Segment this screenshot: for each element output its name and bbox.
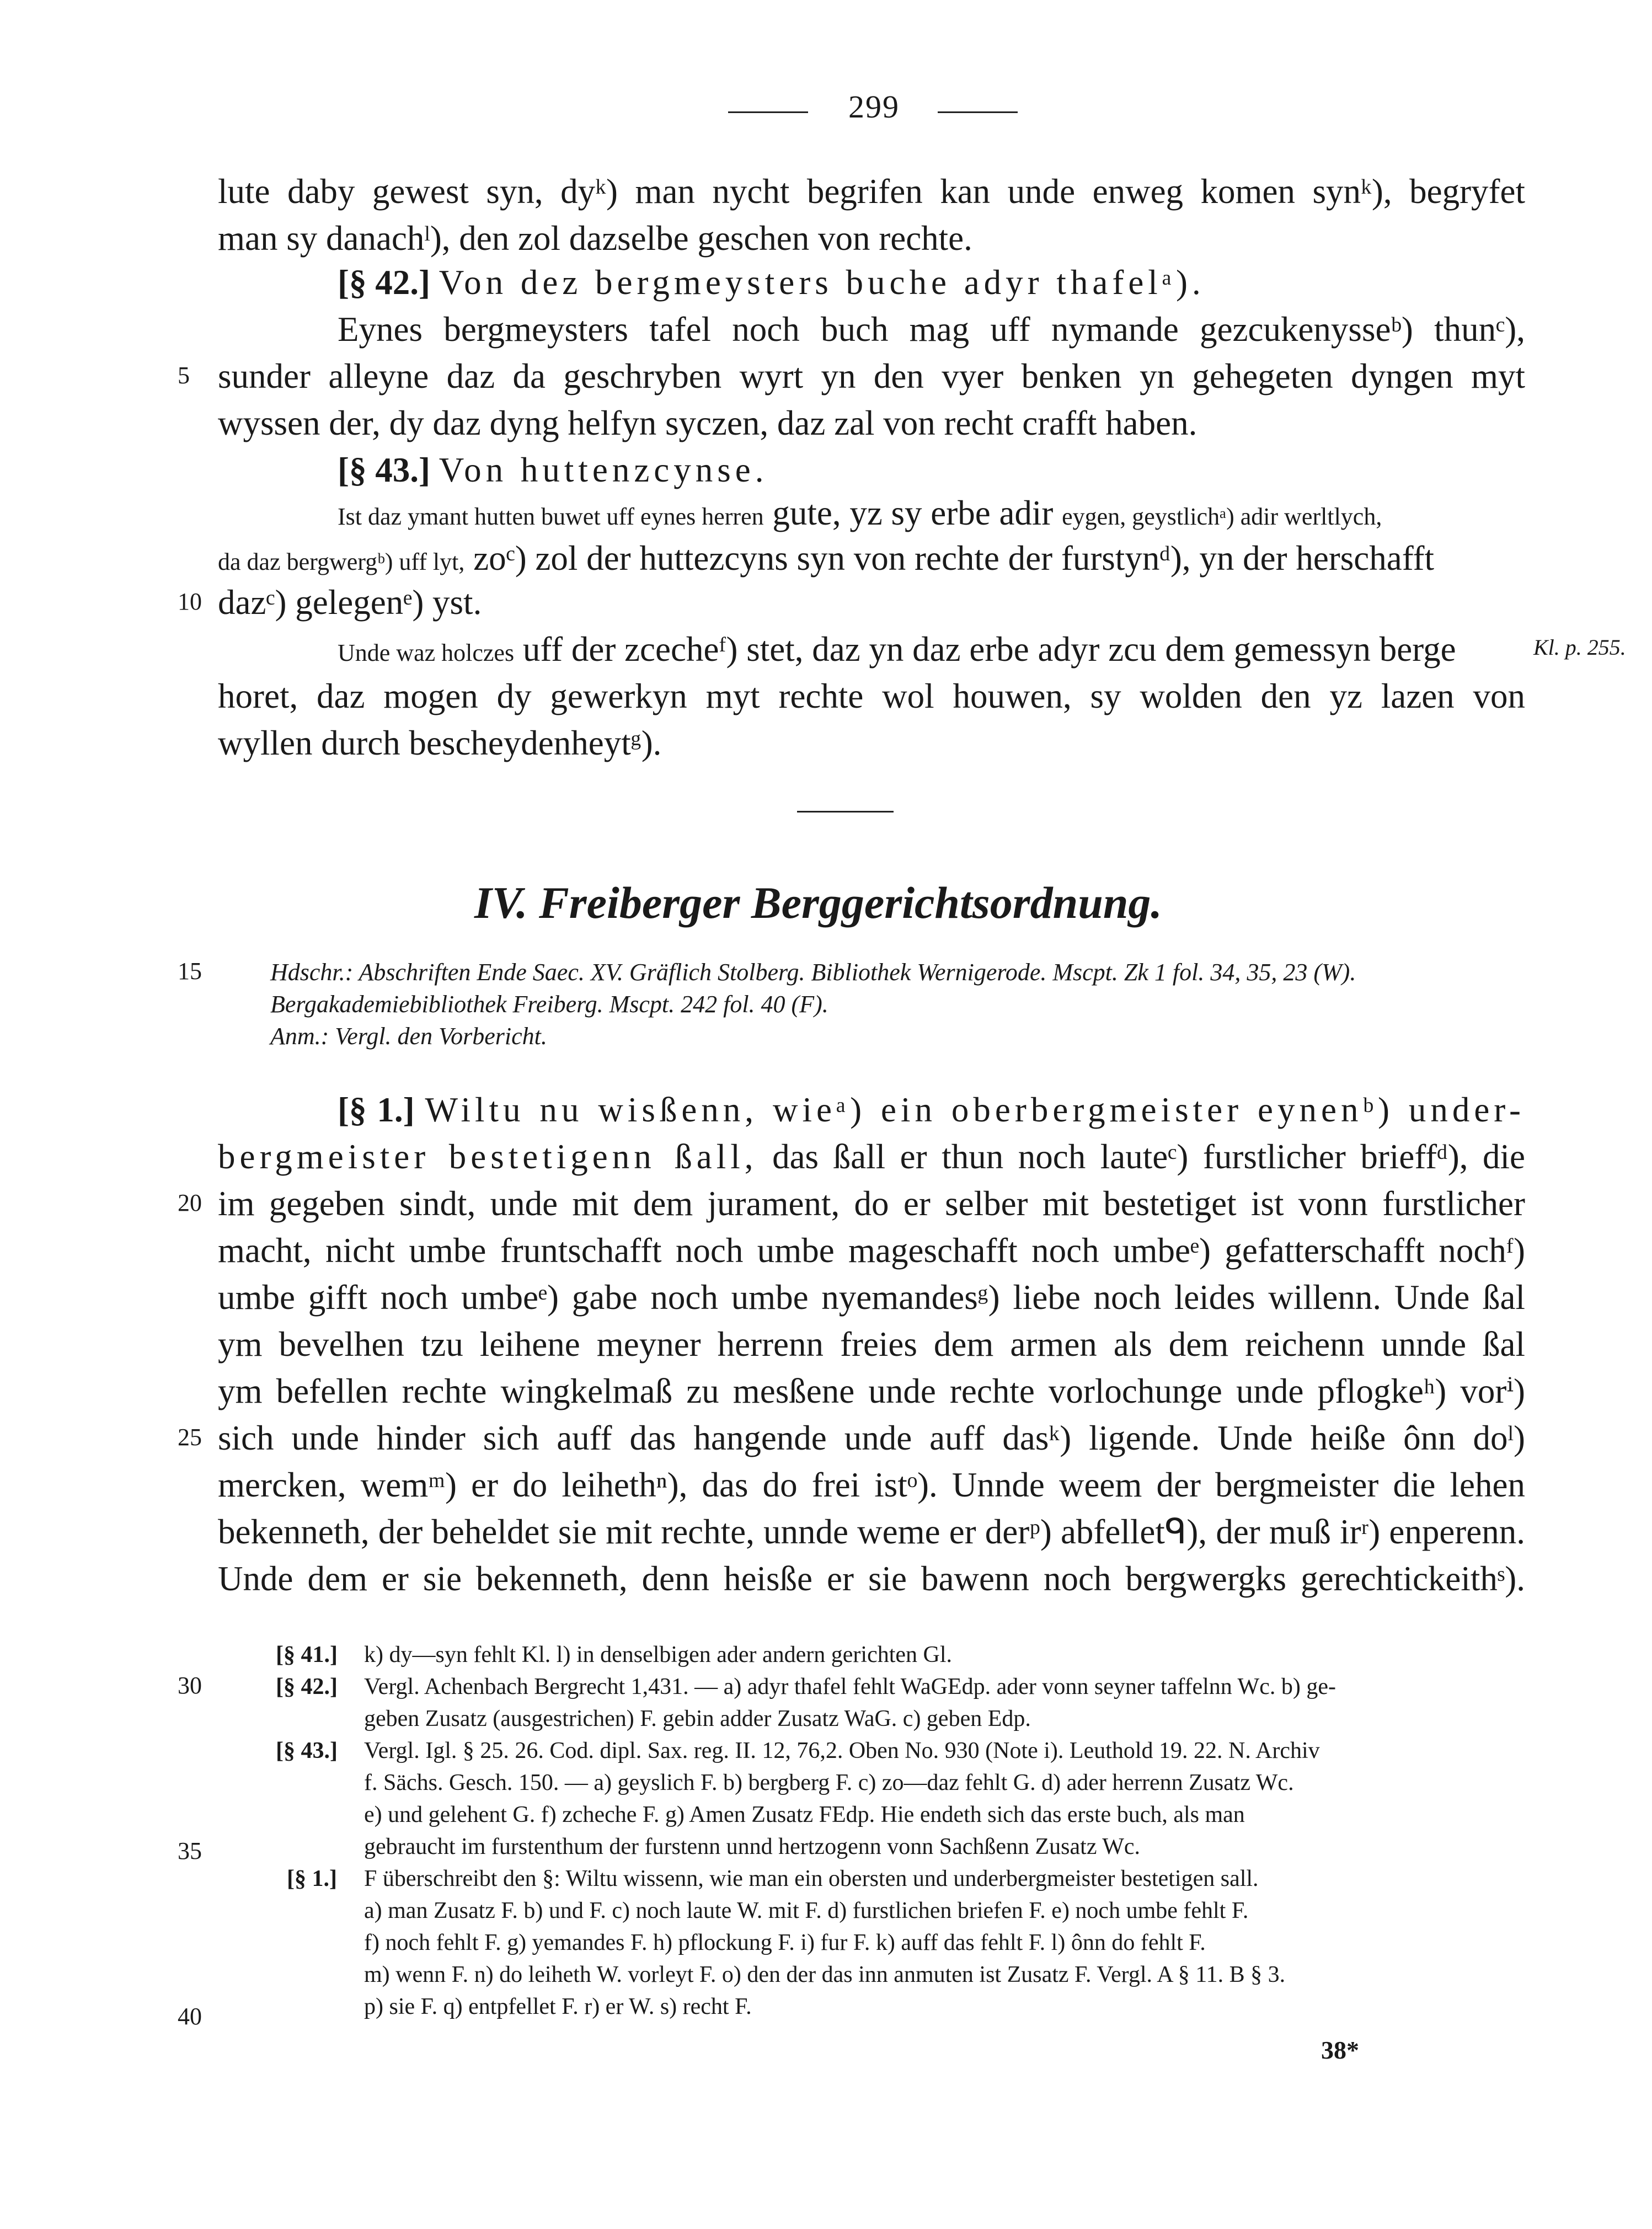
- footnote-line: gebraucht im furstenthum der furstenn unnd hertzogenn vonn Sachßenn Zusatz Wc.: [364, 1834, 1140, 1859]
- small-run: eygen, geystlichᵃ) adir werltlych,: [1062, 503, 1382, 530]
- line-number: 5: [178, 362, 190, 389]
- small-run: Ist daz ymant hutten buwet uff eynes herren: [338, 503, 764, 530]
- footnote-line: Vergl. Igl. § 25. 26. Cod. dipl. Sax. reg. II. 12, 76,2. Oben No. 930 (Note i). Leuthold 19. 22. N. Archiv: [364, 1738, 1320, 1763]
- text-run: uff der zcecheᶠ) stet, daz yn daz erbe adyr zcu dem gemessyn berge: [522, 630, 1456, 669]
- footnote-label: [§ 1.]: [287, 1866, 337, 1891]
- section-label: [§ 42.]: [338, 263, 430, 302]
- footnote-line: e) und gelehent G. f) zcheche F. g) Amen Zusatz FEdp. Hie endeth sich das erste buch, als man: [364, 1802, 1245, 1827]
- source-line: Hdschr.: Abschriften Ende Saec. XV. Gräflich Stolberg. Bibliothek Wernigerode. Mscpt. Zk 1 fol. 34, 35, 23 (W).: [270, 959, 1356, 986]
- text-line: mercken, wemᵐ) er do leihethⁿ), das do frei istᵒ). Unnde weem der bergmeister die lehen: [218, 1466, 1525, 1504]
- section-title: Von dez bergmeysters buche adyr thafelᵃ).: [439, 263, 1205, 302]
- text-line: ym bevelhen tzu leihene meyner herrenn freies dem armen als dem reichenn unnde ßal: [218, 1325, 1525, 1364]
- text-line: Unde dem er sie bekenneth, denn heisße er sie bawenn noch bergwergks gerechtickeithˢ).: [218, 1559, 1525, 1598]
- text-line: [218, 535, 1525, 585]
- section-heading-iv: IV. Freiberger Berggerichtsordnung.: [474, 878, 1162, 928]
- source-line: Anm.: Vergl. den Vorbericht.: [270, 1023, 547, 1050]
- footnote-line: geben Zusatz (ausgestrichen) F. gebin adder Zusatz WaG. c) geben Edp.: [364, 1706, 1031, 1731]
- footnote-line: k) dy—syn fehlt Kl. l) in denselbigen ader andern gerichten Gl.: [364, 1642, 953, 1667]
- text-run: Wiltu nu wisßenn, wieᵃ) ein oberbergmeister eynenᵇ) under-: [425, 1091, 1525, 1129]
- line-number: 35: [178, 1837, 202, 1864]
- line-number: 25: [178, 1424, 202, 1451]
- line-number: 10: [178, 588, 202, 615]
- section-divider: [797, 811, 894, 813]
- text-line: dazᶜ) gelegenᵉ) yst.: [218, 583, 482, 622]
- section-42-heading: [338, 259, 1525, 306]
- text-run: das ßall er thun noch lauteᶜ) furstlicher brieffᵈ), die: [772, 1137, 1525, 1176]
- text-line: Eynes bergmeysters tafel noch buch mag uff nymande gezcukenysseᵇ) thunᶜ),: [338, 310, 1525, 349]
- text-line: [338, 626, 1525, 676]
- text-run: bergmeister bestetigenn ßall,: [218, 1137, 758, 1176]
- footnote-line: a) man Zusatz F. b) und F. c) noch laute W. mit F. d) furstlichen briefen F. e) noch umbe fehlt F.: [364, 1898, 1249, 1923]
- text-line: im gegeben sindt, unde mit dem jurament, do er selber mit bestetiget ist vonn furstlicher: [218, 1184, 1525, 1223]
- text-line: [338, 1087, 1525, 1133]
- footnote-label: [§ 43.]: [276, 1738, 338, 1763]
- footnote-line: f) noch fehlt F. g) yemandes F. h) pflockung F. i) fur F. k) auff das fehlt F. l) ônn do fehlt F.: [364, 1930, 1206, 1955]
- text-line: ym befellen rechte wingkelmaß zu mesßene unde rechte vorlochunge unde pflogkeʰ) vorⁱ): [218, 1372, 1525, 1410]
- text-line: bekenneth, der beheldet sie mit rechte, unnde weme er derᵖ) abfelletᑫ), der muß irʳ) enperenn.: [218, 1512, 1525, 1551]
- footnote-line: p) sie F. q) entpfellet F. r) er W. s) recht F.: [364, 1994, 752, 2019]
- small-run: Unde waz holczes: [338, 639, 515, 666]
- line-number: 20: [178, 1189, 202, 1216]
- text-run: zoᶜ) zol der huttezcyns syn von rechte der furstynᵈ), yn der herschafft: [473, 539, 1435, 578]
- footnote-line: f. Sächs. Gesch. 150. — a) geyslich F. b) bergberg F. c) zo—daz fehlt G. d) ader herrenn Zusatz Wc.: [364, 1770, 1294, 1795]
- section-title: Von huttenzcynse.: [439, 451, 768, 489]
- section-label: [§ 1.]: [338, 1091, 415, 1129]
- source-line: Bergakademiebibliothek Freiberg. Mscpt. 242 fol. 40 (F).: [270, 991, 828, 1018]
- header-rule-left: [728, 111, 808, 113]
- line-number: 40: [178, 2003, 202, 2030]
- line-number: 15: [178, 958, 202, 985]
- footnote-label: [§ 41.]: [276, 1642, 338, 1667]
- text-run: gute, yz sy erbe adir: [772, 494, 1054, 532]
- small-run: da daz bergwergᵇ) uff lyt,: [218, 548, 465, 575]
- text-line: wyllen durch bescheydenheytᵍ).: [218, 724, 662, 762]
- footnote-line: Vergl. Achenbach Bergrecht 1,431. — a) adyr thafel fehlt WaGEdp. ader vonn seyner taffelnn Wc. b) ge-: [364, 1674, 1336, 1699]
- text-line: wyssen der, dy daz dyng helfyn syczen, daz zal von recht crafft haben.: [218, 404, 1197, 442]
- text-line: lute daby gewest syn, dyᵏ) man nycht begrifen kan unde enweg komen synᵏ), begryfet: [218, 172, 1525, 211]
- section-label: [§ 43.]: [338, 451, 430, 489]
- text-line: umbe gifft noch umbeᵉ) gabe noch umbe nyemandesᵍ) liebe noch leides willenn. Unde ßal: [218, 1278, 1525, 1317]
- text-line: [218, 1134, 1525, 1180]
- line-number: 30: [178, 1672, 202, 1699]
- text-line: sunder alleyne daz da geschryben wyrt yn den vyer benken yn gehegeten dyngen myt: [218, 357, 1525, 395]
- text-line: [338, 490, 1525, 540]
- page-number: 299: [848, 89, 900, 125]
- margin-reference: Kl. p. 255.: [1533, 635, 1626, 660]
- footnote-label: [§ 42.]: [276, 1674, 338, 1699]
- text-line: horet, daz mogen dy gewerkyn myt rechte wol houwen, sy wolden den yz lazen von: [218, 677, 1525, 715]
- section-43-heading: [338, 447, 1525, 493]
- text-line: sich unde hinder sich auff das hangende unde auff dasᵏ) ligende. Unde heiße ônn doˡ): [218, 1419, 1525, 1457]
- text-line: man sy danachˡ), den zol dazselbe geschen von rechte.: [218, 219, 972, 258]
- signature-mark: 38*: [1321, 2036, 1359, 2064]
- header-rule-right: [938, 111, 1018, 113]
- footnote-line: F überschreibt den §: Wiltu wissenn, wie man ein obersten und underbergmeister bestetigen sall.: [364, 1866, 1259, 1891]
- text-line: macht, nicht umbe fruntschafft noch umbe mageschafft noch umbeᵉ) gefatterschafft nochᶠ): [218, 1231, 1525, 1270]
- footnote-line: m) wenn F. n) do leiheth W. vorleyt F. o) den der das inn anmuten ist Zusatz F. Vergl. A § 11. B § 3.: [364, 1962, 1286, 1987]
